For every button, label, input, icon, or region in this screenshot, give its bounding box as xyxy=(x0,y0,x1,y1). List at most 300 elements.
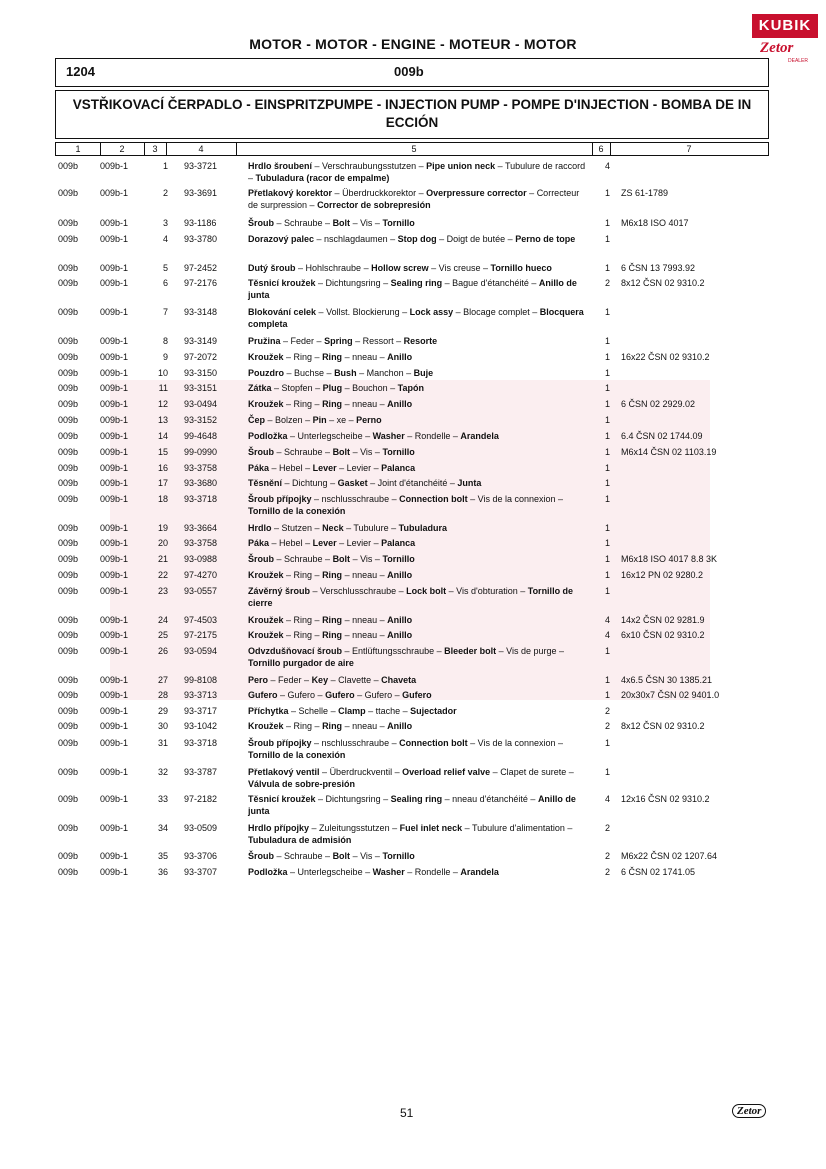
description-part: Chaveta xyxy=(381,675,417,685)
description-part: Levier xyxy=(346,463,372,473)
description-part: Hrdlo přípojky xyxy=(248,823,310,833)
description-part: Ring xyxy=(322,570,343,580)
description-part: Manchon xyxy=(366,368,404,378)
description-part: Tubulure de raccord xyxy=(504,161,586,171)
col-subgroup: 009b-1 xyxy=(100,415,129,425)
col-group: 009b xyxy=(58,721,79,731)
description-part: Sealing ring xyxy=(390,278,443,288)
col-description: Gufero – Gufero – Gufero – Gufero – Gufero xyxy=(248,690,432,700)
col-subgroup: 009b-1 xyxy=(100,738,129,748)
col-qty: 1 xyxy=(604,234,610,244)
col-pos: 20 xyxy=(157,538,168,548)
description-part: Tornillo de la conexión xyxy=(248,506,346,516)
section-title-box xyxy=(55,90,769,139)
col-group: 009b xyxy=(58,675,79,685)
col-qty: 1 xyxy=(604,431,610,441)
description-part: Šroub přípojky xyxy=(248,738,312,748)
description-part: Plug xyxy=(322,383,343,393)
col-qty: 1 xyxy=(604,690,610,700)
col-qty: 1 xyxy=(604,399,610,409)
description-part: Gufero xyxy=(287,690,316,700)
description-part: Connection bolt xyxy=(399,738,468,748)
col-pos: 12 xyxy=(157,399,168,409)
description-part: nneau xyxy=(352,570,378,580)
col-7: 7 xyxy=(686,144,692,154)
col-pos: 10 xyxy=(157,368,168,378)
logo-brand: KUBIK xyxy=(752,14,818,38)
description-part: Pero xyxy=(248,675,269,685)
description-part: Kroužek xyxy=(248,721,284,731)
col-group: 009b xyxy=(58,463,79,473)
col-qty: 1 xyxy=(604,307,610,317)
description-part: Dichtungsring xyxy=(325,278,381,288)
col-qty: 1 xyxy=(604,570,610,580)
description-part: Feder xyxy=(278,675,302,685)
col-part-number: 93-0557 xyxy=(184,586,218,596)
col-description: Kroužek – Ring – Ring – nneau – Anillo xyxy=(248,721,413,731)
col-description: Dorazový palec – nschlagdaumen – Stop dog – Doigt de butée – Perno de tope xyxy=(248,234,576,244)
col-pos: 26 xyxy=(157,646,168,656)
description-part: Vis xyxy=(360,218,373,228)
description-part: Stop dog xyxy=(397,234,437,244)
col-part-number: 93-3148 xyxy=(184,307,218,317)
col-note: ZS 61-1789 xyxy=(621,188,669,198)
col-subgroup: 009b-1 xyxy=(100,721,129,731)
col-subgroup: 009b-1 xyxy=(100,646,129,656)
description-part: Bouchon xyxy=(352,383,388,393)
description-part: Lever xyxy=(312,538,337,548)
description-part: Kroužek xyxy=(248,352,284,362)
description-part: Čep xyxy=(248,415,266,425)
col-part-number: 93-0494 xyxy=(184,399,218,409)
col-subgroup: 009b-1 xyxy=(100,218,129,228)
description-part: Vis xyxy=(360,447,373,457)
col-group: 009b xyxy=(58,368,79,378)
description-part: Unterlegscheibe xyxy=(297,431,363,441)
description-part: Arandela xyxy=(460,431,499,441)
description-part: Junta xyxy=(457,478,482,488)
col-group: 009b xyxy=(58,336,79,346)
description-part: Feder xyxy=(290,336,315,346)
description-part: Perno xyxy=(356,415,382,425)
group-code: 009b xyxy=(394,64,424,79)
col-part-number: 93-3691 xyxy=(184,188,218,198)
col-subgroup: 009b-1 xyxy=(100,767,129,777)
col-description: Čep – Bolzen – Pin – xe – Perno xyxy=(248,415,382,425)
col-part-number: 93-3706 xyxy=(184,851,218,861)
col-part-number: 99-0990 xyxy=(184,447,218,457)
description-part: Key xyxy=(311,675,329,685)
description-part: Lever xyxy=(312,463,337,473)
description-part: Hollow screw xyxy=(371,263,429,273)
description-part: Hebel xyxy=(279,538,303,548)
col-group: 009b xyxy=(58,431,79,441)
description-part: Hrdlo xyxy=(248,523,272,533)
col-note: 14x2 ČSN 02 9281.9 xyxy=(621,615,705,625)
col-subgroup: 009b-1 xyxy=(100,431,129,441)
description-part: Kroužek xyxy=(248,630,284,640)
col-description: Podložka – Unterlegscheibe – Washer – Rondelle – Arandela xyxy=(248,867,499,877)
description-part: Palanca xyxy=(381,463,416,473)
description-part: Blocquera completa xyxy=(248,307,584,329)
description-part: Verschlusschraube xyxy=(320,586,397,596)
col-pos: 4 xyxy=(162,234,168,244)
description-part: Stopfen xyxy=(281,383,313,393)
description-part: Bleeder bolt xyxy=(444,646,497,656)
description-part: Anillo xyxy=(387,352,413,362)
description-part: Vis xyxy=(360,851,373,861)
col-qty: 1 xyxy=(604,554,610,564)
col-qty: 1 xyxy=(604,646,610,656)
col-group: 009b xyxy=(58,823,79,833)
col-part-number: 93-3707 xyxy=(184,867,218,877)
col-group: 009b xyxy=(58,646,79,656)
col-part-number: 97-4270 xyxy=(184,570,218,580)
col-description: Hrdlo šroubení – Verschraubungsstutzen – Pipe union neck – Tubulure de raccord – Tubuladura (racor de empalme) xyxy=(248,161,586,183)
col-note: M6x22 ČSN 02 1207.64 xyxy=(621,851,718,861)
description-part: Ring xyxy=(322,615,343,625)
description-part: Ressort xyxy=(362,336,394,346)
col-qty: 2 xyxy=(604,851,610,861)
col-subgroup: 009b-1 xyxy=(100,263,129,273)
description-part: Dorazový palec xyxy=(248,234,315,244)
col-group: 009b xyxy=(58,615,79,625)
col-pos: 25 xyxy=(157,630,168,640)
description-part: Tapón xyxy=(397,383,424,393)
col-part-number: 93-3718 xyxy=(184,494,218,504)
description-part: Bague d'étanchéité xyxy=(452,278,529,288)
col-part-number: 97-2452 xyxy=(184,263,218,273)
description-part: Dutý šroub xyxy=(248,263,296,273)
col-subgroup: 009b-1 xyxy=(100,794,129,804)
col-part-number: 97-2176 xyxy=(184,278,218,288)
col-subgroup: 009b-1 xyxy=(100,538,129,548)
description-part: Neck xyxy=(322,523,344,533)
description-part: Ring xyxy=(322,630,343,640)
description-part: Arandela xyxy=(460,867,499,877)
col-description: Příchytka – Schelle – Clamp – ttache – Sujectador xyxy=(248,706,457,716)
description-part: Anillo xyxy=(387,630,413,640)
description-part: Unterlegscheibe xyxy=(297,867,363,877)
col-qty: 1 xyxy=(604,538,610,548)
col-group: 009b xyxy=(58,234,79,244)
col-description: Šroub – Schraube – Bolt – Vis – Tornillo xyxy=(248,851,415,861)
description-part: Anillo xyxy=(387,721,413,731)
col-pos: 36 xyxy=(157,867,168,877)
description-part: Palanca xyxy=(381,538,416,548)
description-part: nneau xyxy=(352,721,378,731)
col-pos: 32 xyxy=(157,767,168,777)
col-subgroup: 009b-1 xyxy=(100,615,129,625)
header-box xyxy=(55,58,769,87)
col-qty: 2 xyxy=(604,278,610,288)
col-subgroup: 009b-1 xyxy=(100,478,129,488)
col-qty: 1 xyxy=(604,383,610,393)
col-part-number: 93-1186 xyxy=(184,218,217,228)
col-qty: 1 xyxy=(604,675,610,685)
description-part: Ring xyxy=(293,721,313,731)
col-qty: 1 xyxy=(604,368,610,378)
description-part: Vis de purge xyxy=(506,646,557,656)
col-pos: 33 xyxy=(157,794,168,804)
description-part: Tubulure xyxy=(353,523,389,533)
col-part-number: 93-3152 xyxy=(184,415,218,425)
description-part: Sealing ring xyxy=(390,794,443,804)
description-part: Verschraubungsstutzen xyxy=(322,161,417,171)
col-pos: 17 xyxy=(157,478,168,488)
description-part: nschlusschraube xyxy=(321,738,390,748)
description-part: Tornillo de cierre xyxy=(248,586,574,608)
col-qty: 1 xyxy=(604,586,610,596)
description-part: Anillo xyxy=(387,570,413,580)
col-note: 6.4 ČSN 02 1744.09 xyxy=(621,431,703,441)
col-description: Šroub přípojky – nschlusschraube – Connection bolt – Vis de la connexion – Tornillo de la conexión xyxy=(248,494,564,516)
description-part: Šroub xyxy=(248,554,274,564)
col-1: 1 xyxy=(56,143,101,155)
description-part: Šroub xyxy=(248,218,274,228)
description-part: Clapet de surete xyxy=(500,767,567,777)
col-note: 12x16 ČSN 02 9310.2 xyxy=(621,794,710,804)
description-part: Bush xyxy=(334,368,357,378)
description-part: Pipe union neck xyxy=(426,161,496,171)
col-part-number: 93-3150 xyxy=(184,368,218,378)
col-part-number: 99-8108 xyxy=(184,675,218,685)
description-part: Tornillo xyxy=(382,851,415,861)
col-qty: 1 xyxy=(604,336,610,346)
description-part: Přetlakový korektor xyxy=(248,188,333,198)
col-subgroup: 009b-1 xyxy=(100,368,129,378)
col-description: Přetlakový ventil – Überdruckventil – Overload relief valve – Clapet de surete – Válvula de sobre-presión xyxy=(248,767,574,789)
description-part: Příchytka xyxy=(248,706,289,716)
description-part: Tubuladura de admisión xyxy=(248,835,352,845)
col-group: 009b xyxy=(58,586,79,596)
col-pos: 9 xyxy=(162,352,168,362)
col-qty: 2 xyxy=(604,823,610,833)
description-part: nneau xyxy=(352,615,378,625)
col-part-number: 97-2182 xyxy=(184,794,218,804)
col-part-number: 93-3713 xyxy=(184,690,218,700)
description-part: Bolt xyxy=(332,218,351,228)
description-part: Stutzen xyxy=(281,523,313,533)
description-part: Resorte xyxy=(403,336,438,346)
col-qty: 1 xyxy=(604,263,610,273)
col-part-number: 97-2072 xyxy=(184,352,218,362)
description-part: nschlagdaumen xyxy=(324,234,388,244)
col-2: 2 xyxy=(100,143,145,155)
col-part-number: 93-3780 xyxy=(184,234,218,244)
col-pos: 11 xyxy=(158,383,168,393)
col-description: Šroub – Schraube – Bolt – Vis – Tornillo xyxy=(248,218,415,228)
col-part-number: 93-3718 xyxy=(184,738,218,748)
description-part: Washer xyxy=(372,867,405,877)
col-3: 3 xyxy=(144,143,167,155)
description-part: Schelle xyxy=(298,706,329,716)
col-part-number: 93-0509 xyxy=(184,823,218,833)
col-pos: 22 xyxy=(157,570,168,580)
col-qty: 1 xyxy=(604,463,610,473)
description-part: Gasket xyxy=(337,478,368,488)
description-part: Clavette xyxy=(338,675,372,685)
description-part: Bolzen xyxy=(275,415,303,425)
description-part: nneau xyxy=(352,630,378,640)
description-part: Dichtung xyxy=(292,478,328,488)
col-qty: 2 xyxy=(604,867,610,877)
description-part: Dichtungsring xyxy=(325,794,381,804)
description-part: Bolt xyxy=(332,554,351,564)
description-part: Schraube xyxy=(284,218,323,228)
description-part: Ring xyxy=(293,630,313,640)
col-description: Pero – Feder – Key – Clavette – Chaveta xyxy=(248,675,417,685)
col-group: 009b xyxy=(58,494,79,504)
col-description: Kroužek – Ring – Ring – nneau – Anillo xyxy=(248,630,413,640)
description-part: Blokování celek xyxy=(248,307,317,317)
col-description: Kroužek – Ring – Ring – nneau – Anillo xyxy=(248,570,413,580)
col-pos: 34 xyxy=(157,823,168,833)
col-pos: 7 xyxy=(162,307,168,317)
description-part: Pouzdro xyxy=(248,368,284,378)
col-pos: 29 xyxy=(157,706,168,716)
description-part: Hebel xyxy=(279,463,303,473)
col-qty: 1 xyxy=(604,738,610,748)
col-pos: 16 xyxy=(157,463,168,473)
description-part: Blocage complet xyxy=(463,307,530,317)
col-description: Pouzdro – Buchse – Bush – Manchon – Buje xyxy=(248,368,434,378)
col-subgroup: 009b-1 xyxy=(100,675,129,685)
col-part-number: 93-3758 xyxy=(184,538,218,548)
description-part: Ring xyxy=(322,352,343,362)
col-pos: 1 xyxy=(162,161,168,171)
col-description: Těsnicí kroužek – Dichtungsring – Sealing ring – nneau d'étanchéité – Anillo de junta xyxy=(248,794,576,816)
col-group: 009b xyxy=(58,188,79,198)
description-part: Überdruckventil xyxy=(329,767,393,777)
description-part: Těsnění xyxy=(248,478,283,488)
col-pos: 15 xyxy=(157,447,168,457)
col-group: 009b xyxy=(58,867,79,877)
description-part: Šroub přípojky xyxy=(248,494,312,504)
description-part: Gufero xyxy=(402,690,432,700)
col-subgroup: 009b-1 xyxy=(100,336,129,346)
col-group: 009b xyxy=(58,523,79,533)
description-part: Tubulure d'alimentation xyxy=(471,823,565,833)
col-pos: 35 xyxy=(157,851,168,861)
description-part: Joint d'étanchéité xyxy=(377,478,448,488)
page-title: MOTOR - MOTOR - ENGINE - MOTEUR - MOTOR xyxy=(249,36,577,52)
col-subgroup: 009b-1 xyxy=(100,523,129,533)
col-part-number: 93-3721 xyxy=(184,161,218,171)
col-pos: 8 xyxy=(162,336,168,346)
col-subgroup: 009b-1 xyxy=(100,630,129,640)
description-part: ttache xyxy=(375,706,401,716)
col-group: 009b xyxy=(58,794,79,804)
description-part: Ring xyxy=(322,399,343,409)
description-part: Überdruckkorektor xyxy=(342,188,417,198)
col-qty: 4 xyxy=(604,794,610,804)
description-part: Tubuladura xyxy=(398,523,447,533)
col-group: 009b xyxy=(58,570,79,580)
description-part: Sujectador xyxy=(410,706,457,716)
col-description: Šroub přípojky – nschlusschraube – Connection bolt – Vis de la connexion – Tornillo de la conexión xyxy=(248,738,564,760)
description-part: Vollst. Blockierung xyxy=(326,307,400,317)
col-note: 20x30x7 ČSN 02 9401.0 xyxy=(621,690,720,700)
col-subgroup: 009b-1 xyxy=(100,188,129,198)
col-subgroup: 009b-1 xyxy=(100,234,129,244)
col-pos: 13 xyxy=(157,415,168,425)
description-part: Anillo de junta xyxy=(248,278,577,300)
col-5: 5 xyxy=(236,143,593,155)
col-part-number: 93-0988 xyxy=(184,554,218,564)
description-part: Lock bolt xyxy=(406,586,447,596)
description-part: Fuel inlet neck xyxy=(399,823,463,833)
col-description: Zátka – Stopfen – Plug – Bouchon – Tapón xyxy=(248,383,424,393)
col-part-number: 93-3664 xyxy=(184,523,218,533)
description-part: Odvzdušňovací šroub xyxy=(248,646,343,656)
col-subgroup: 009b-1 xyxy=(100,161,129,171)
col-part-number: 93-3151 xyxy=(184,383,218,393)
description-part: nneau xyxy=(352,399,378,409)
col-group: 009b xyxy=(58,554,79,564)
col-part-number: 97-4503 xyxy=(184,615,218,625)
col-part-number: 93-0594 xyxy=(184,646,218,656)
col-qty: 1 xyxy=(604,447,610,457)
description-part: Kroužek xyxy=(248,399,284,409)
description-part: Gufero xyxy=(325,690,355,700)
description-part: Bolt xyxy=(332,851,351,861)
description-part: Ring xyxy=(293,352,313,362)
col-subgroup: 009b-1 xyxy=(100,706,129,716)
description-part: Perno de tope xyxy=(515,234,576,244)
col-part-number: 93-3680 xyxy=(184,478,218,488)
description-part: Anillo xyxy=(387,399,413,409)
logo-sub: Zetor xyxy=(760,40,794,56)
col-part-number: 93-3149 xyxy=(184,336,218,346)
col-note: M6x18 ISO 4017 xyxy=(621,218,689,228)
col-group: 009b xyxy=(58,307,79,317)
description-part: Gufero xyxy=(364,690,393,700)
col-group: 009b xyxy=(58,767,79,777)
description-part: Washer xyxy=(372,431,405,441)
description-part: Ring xyxy=(293,570,313,580)
description-part: nneau d'étanchéité xyxy=(452,794,528,804)
description-part: Spring xyxy=(324,336,353,346)
description-part: Tornillo xyxy=(382,218,415,228)
col-pos: 23 xyxy=(157,586,168,596)
col-note: 16x22 ČSN 02 9310.2 xyxy=(621,352,710,362)
col-subgroup: 009b-1 xyxy=(100,570,129,580)
col-group: 009b xyxy=(58,352,79,362)
description-part: Kroužek xyxy=(248,570,284,580)
description-part: Vis creuse xyxy=(438,263,481,273)
col-group: 009b xyxy=(58,478,79,488)
col-note: M6x14 ČSN 02 1103.19 xyxy=(621,447,717,457)
col-6: 6 xyxy=(592,143,611,155)
description-part: Hrdlo šroubení xyxy=(248,161,313,171)
col-pos: 14 xyxy=(157,431,168,441)
col-note: 16x12 PN 02 9280.2 xyxy=(621,570,704,580)
col-description: Blokování celek – Vollst. Blockierung – Lock assy – Blocage complet – Blocquera completa xyxy=(248,307,584,329)
description-part: Kroužek xyxy=(248,615,284,625)
description-part: Tornillo hueco xyxy=(490,263,552,273)
description-part: Vis de la connexion xyxy=(477,494,556,504)
description-part: Přetlakový ventil xyxy=(248,767,320,777)
col-subgroup: 009b-1 xyxy=(100,690,129,700)
col-subgroup: 009b-1 xyxy=(100,867,129,877)
col-4: 4 xyxy=(166,143,237,155)
col-note: 4x6.5 ČSN 30 1385.21 xyxy=(621,675,713,685)
col-subgroup: 009b-1 xyxy=(100,851,129,861)
description-part: Rondelle xyxy=(414,431,451,441)
description-part: Podložka xyxy=(248,867,288,877)
description-part: Ring xyxy=(293,615,313,625)
